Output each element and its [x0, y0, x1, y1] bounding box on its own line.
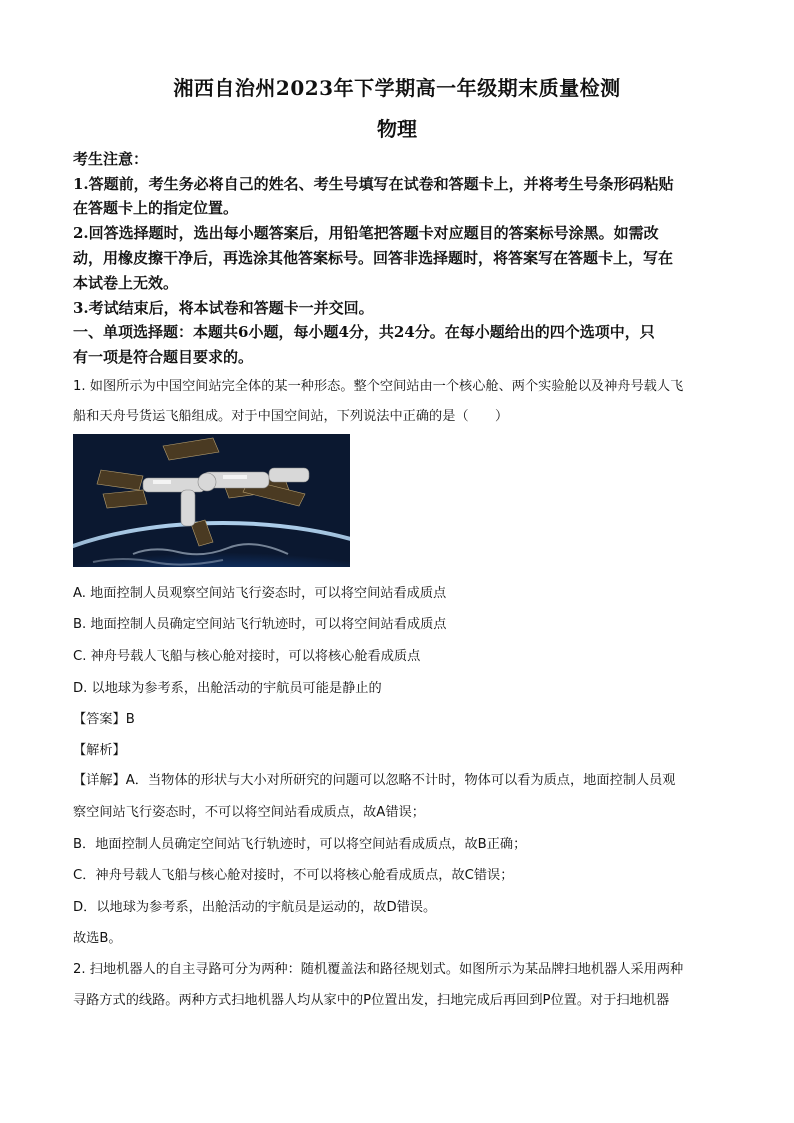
- detail-line: 故选B。: [73, 931, 122, 946]
- notice-line: 本试卷上无效。: [73, 274, 179, 292]
- subject-title: 物理: [377, 117, 417, 141]
- question-stem: 2. 扫地机器人的自主寻路可分为两种：随机覆盖法和路径规划式。如图所示为某品牌扫地机器人采用两种: [73, 962, 684, 977]
- notice-heading: 考生注意：: [73, 150, 149, 168]
- space-station-image: [73, 434, 350, 567]
- option-c: C. 神舟号载人飞船与核心舱对接时，可以将核心舱看成质点: [73, 649, 421, 664]
- notice-line: 3.考试结束后，将本试卷和答题卡一并交回。: [73, 299, 374, 317]
- exam-title: 湘西自治州2023年下学期高一年级期末质量检测: [173, 76, 621, 100]
- detail-line: 【详解】A．当物体的形状与大小对所研究的问题可以忽略不计时，物体可以看为质点，地面控制人员观: [73, 773, 676, 788]
- detail-line: B．地面控制人员确定空间站飞行轨迹时，可以将空间站看成质点，故B正确；: [73, 837, 527, 852]
- notice-line: 在答题卡上的指定位置。: [73, 199, 239, 217]
- detail-line: D．以地球为参考系，出舱活动的宇航员是运动的，故D错误。: [73, 900, 437, 915]
- notice-line: 动，用橡皮擦干净后，再选涂其他答案标号。回答非选择题时，将答案写在答题卡上，写在: [73, 249, 674, 267]
- detail-line: C．神舟号载人飞船与核心舱对接时，不可以将核心舱看成质点，故C错误；: [73, 868, 514, 883]
- space-station-photo: [73, 434, 350, 567]
- question-stem: 寻路方式的线路。两种方式扫地机器人均从家中的P位置出发，扫地完成后再回到P位置。对于扫地机器: [73, 993, 670, 1008]
- answer-label: 【答案】B: [73, 712, 135, 727]
- option-a: A. 地面控制人员观察空间站飞行姿态时，可以将空间站看成质点: [73, 586, 447, 601]
- section-heading: 一、单项选择题：本题共6小题，每小题4分，共24分。在每小题给出的四个选项中，只: [73, 323, 655, 341]
- notice-line: 1.答题前，考生务必将自己的姓名、考生号填写在试卷和答题卡上，并将考生号条形码粘贴: [73, 175, 674, 193]
- question-stem: 1. 如图所示为中国空间站完全体的某一种形态。整个空间站由一个核心舱、两个实验舱以及神舟号载人飞: [73, 379, 684, 394]
- section-heading: 有一项是符合题目要求的。: [73, 348, 254, 366]
- option-d: D. 以地球为参考系，出舱活动的宇航员可能是静止的: [73, 681, 382, 696]
- analysis-label: 【解析】: [73, 743, 126, 758]
- question-stem: 船和天舟号货运飞船组成。对于中国空间站，下列说法中正确的是（ ）: [73, 409, 509, 424]
- notice-line: 2.回答选择题时，选出每小题答案后，用铅笔把答题卡对应题目的答案标号涂黑。如需改: [73, 224, 659, 242]
- detail-line: 察空间站飞行姿态时，不可以将空间站看成质点，故A错误；: [73, 805, 425, 820]
- option-b: B. 地面控制人员确定空间站飞行轨迹时，可以将空间站看成质点: [73, 617, 447, 632]
